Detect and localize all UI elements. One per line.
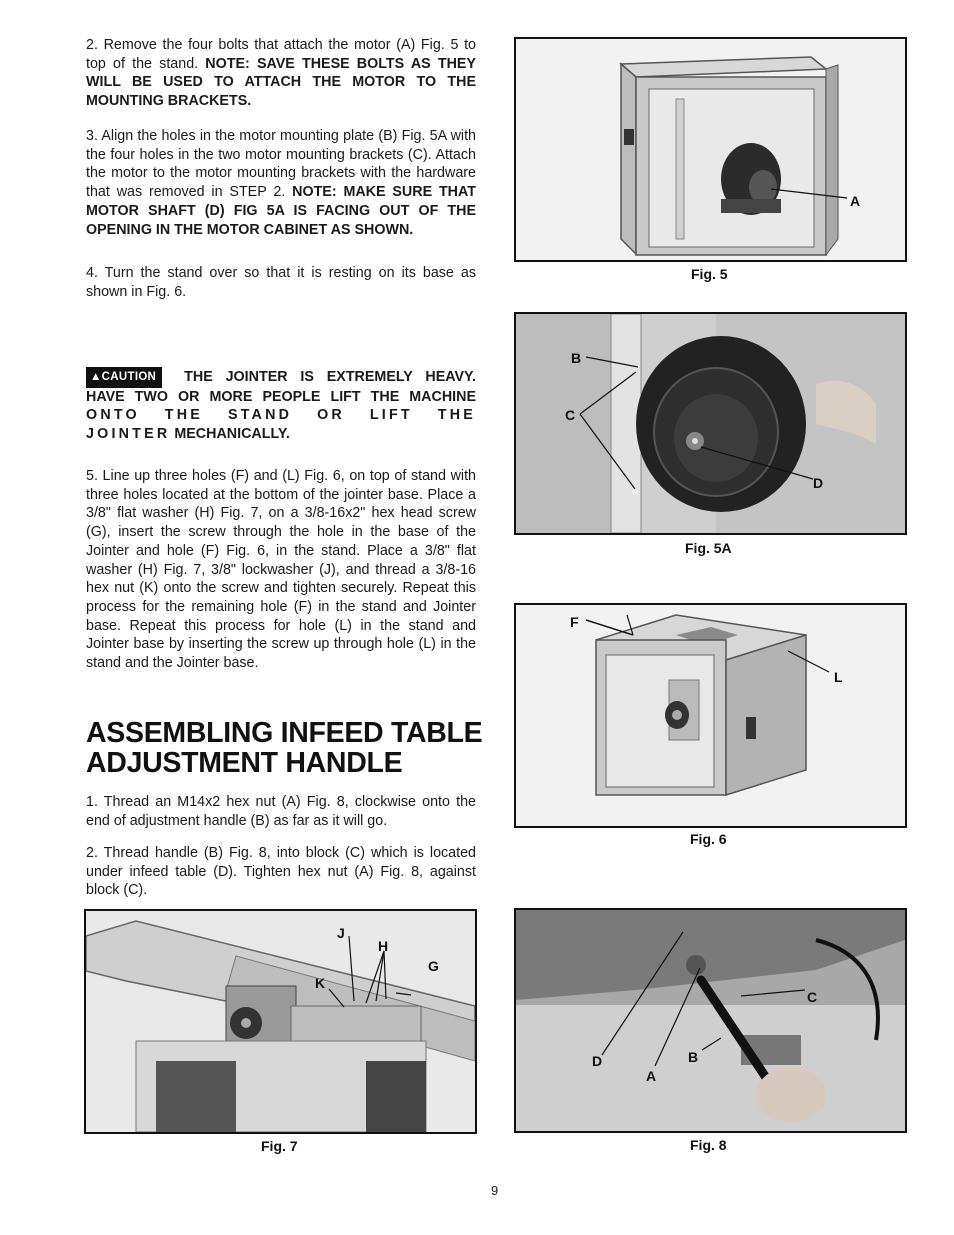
caution-line-2: ONTO THE STAND OR LIFT THE JOINTER (86, 407, 476, 443)
step-2 (86, 36, 476, 111)
figure-5a-label-b: B (571, 350, 582, 366)
figure-8-label-d: D (592, 1053, 603, 1069)
figure-7-label-k: K (315, 975, 326, 991)
section-step-1-text: 1. Thread an M14x2 hex nut (A) Fig. 8, clockwise onto the end of adjustment handle (B) as far as it will go. (86, 794, 476, 829)
figure-7-label-g: G (428, 958, 439, 974)
caution-line-1: THE JOINTER IS EXTREMELY HEAVY. HAVE TWO OR MORE PEOPLE LIFT THE MACHINE (86, 369, 476, 405)
figure-5a-label-d: D (813, 475, 824, 491)
figure-6-label-l: L (834, 669, 843, 685)
figure-7-label-j: J (337, 925, 345, 941)
step-3 (86, 127, 476, 239)
figure-6-drawing (516, 605, 905, 826)
step-2-note: NOTE: SAVE THESE BOLTS AS THEY WILL BE USED TO ATTACH THE MOTOR TO THE MOUNTING BRACKETS. (86, 55, 476, 110)
caution-line-3: MECHANICALLY. (174, 426, 290, 443)
caution-block (86, 367, 476, 444)
figure-5-drawing (516, 39, 905, 260)
figure-5 (514, 37, 907, 262)
section-heading-line-2: ADJUSTMENT HANDLE (86, 747, 403, 779)
figure-8 (514, 908, 907, 1133)
section-step-1 (86, 793, 476, 830)
step-5-text: 5. Line up three holes (F) and (L) Fig. 6, on top of stand with three holes located at the bottom of the jointer base. Place a 3/8" flat washer (H) Fig. 7, on a 3/8-16x2" hex head screw (G), insert the screw through the hole in the base of the Jointer and hole (F) Fig. 6, in the stand. Place a 3/8" flat washer (H) Fig. 7, 3/8" lockwasher (J), and thread a 3/8-16 hex nut (K) onto the screw and tighten securely. Repeat this process for the remaining hole (F) in the stand and Jointer base. Repeat this process for hole (L) in the stand and Jointer base by inserting the screw up through hole (L) in the stand and the Jointer base. (86, 468, 476, 672)
caution-badge: ▲CAUTION (86, 367, 162, 388)
section-step-2-text: 2. Thread handle (B) Fig. 8, into block (C) which is located under infeed table (D). Tighten hex nut (A) Fig. 8, against block (C). (86, 845, 476, 899)
figure-5a-caption: Fig. 5A (685, 540, 732, 556)
figure-5a-label-c: C (565, 407, 576, 423)
figure-6-caption: Fig. 6 (690, 831, 727, 847)
figure-5-label-a: A (850, 193, 861, 209)
figure-8-drawing (516, 910, 905, 1131)
figure-7 (84, 909, 477, 1134)
figure-8-label-b: B (688, 1049, 699, 1065)
step-2-text: 2. Remove the four bolts that attach the motor (A) Fig. 5 to top of the stand. (86, 37, 476, 72)
step-4 (86, 264, 476, 301)
figure-5-caption: Fig. 5 (691, 266, 728, 282)
step-5 (86, 467, 476, 673)
step-3-note: NOTE: MAKE SURE THAT MOTOR SHAFT (D) FIG 5A IS FACING OUT OF THE OPENING IN THE MOTOR CABINET AS SHOWN. (86, 184, 477, 238)
page-number: 9 (491, 1183, 499, 1198)
figure-6 (514, 603, 907, 828)
figure-8-caption: Fig. 8 (690, 1137, 727, 1153)
section-heading-line-1: ASSEMBLING INFEED TABLE (86, 717, 483, 749)
step-3-text: 3. Align the holes in the motor mounting plate (B) Fig. 5A with the four holes in the two motor mounting brackets (C). Attach the motor to the motor mounting brackets with the hardware that was removed in STEP 2. (86, 128, 476, 201)
figure-8-label-c: C (807, 989, 818, 1005)
step-4-text: 4. Turn the stand over so that it is resting on its base as shown in Fig. 6. (86, 265, 476, 300)
figure-5a-drawing (516, 314, 905, 533)
figure-7-caption: Fig. 7 (261, 1138, 298, 1154)
figure-5a (514, 312, 907, 535)
figure-7-drawing (86, 911, 475, 1132)
figure-6-label-f: F (570, 614, 579, 630)
figure-8-label-a: A (646, 1068, 657, 1084)
section-heading (86, 718, 486, 778)
figure-7-label-h: H (378, 938, 389, 954)
section-step-2 (86, 844, 476, 900)
